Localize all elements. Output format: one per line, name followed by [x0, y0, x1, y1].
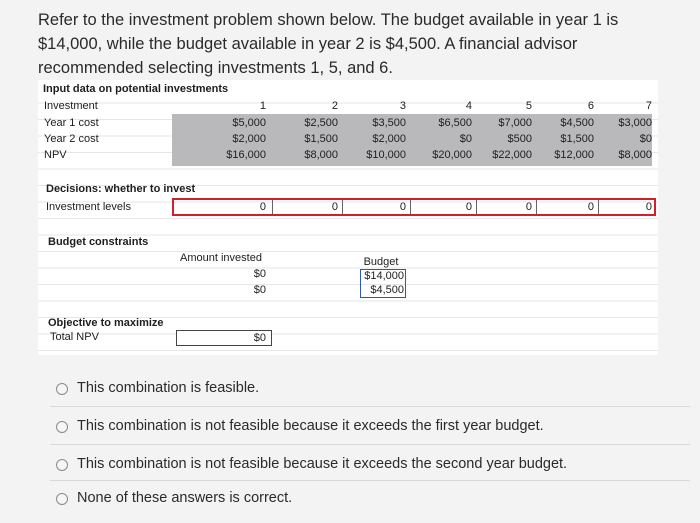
amount-invested-label: Amount invested [180, 252, 262, 264]
year1-cost-cell: $4,500 [560, 117, 594, 129]
row-label-npv: NPV [44, 149, 67, 161]
investment-level-cell[interactable]: 0 [587, 201, 594, 213]
year1-cost-cell: $2,500 [304, 117, 338, 129]
budget-year1: $14,000 [364, 270, 404, 282]
row-label-year1-cost: Year 1 cost [44, 117, 99, 129]
question-line-1: Refer to the investment problem shown below. The budget available in year 1 is [38, 11, 619, 29]
npv-cell: $12,000 [554, 149, 594, 161]
answer-option-label: This combination is feasible. [77, 380, 260, 396]
input-data-title: Input data on potential investments [43, 83, 229, 95]
investment-number: 2 [331, 100, 338, 112]
year2-cost-cell: $0 [459, 133, 472, 145]
answer-option-label: None of these answers is correct. [77, 490, 293, 506]
year2-cost-cell: $0 [639, 133, 652, 145]
option-divider [50, 444, 690, 445]
investment-number: 5 [525, 100, 532, 112]
npv-cell: $22,000 [492, 149, 532, 161]
option-divider [50, 480, 690, 481]
investment-level-cell[interactable]: 0 [525, 201, 532, 213]
budget-year2: $4,500 [370, 284, 404, 296]
year1-cost-cell: $7,000 [498, 117, 532, 129]
year1-cost-cell: $5,000 [232, 117, 266, 129]
year2-cost-cell: $1,500 [304, 133, 338, 145]
investment-level-cell[interactable]: 0 [331, 201, 338, 213]
question-line-2: $14,000, while the budget available in year 2 is $4,500. A financial advisor [38, 35, 578, 53]
investment-number: 6 [587, 100, 594, 112]
investment-levels-label: Investment levels [46, 201, 131, 213]
investment-level-cell[interactable]: 0 [465, 201, 472, 213]
radio-button[interactable] [56, 459, 68, 471]
investment-number: 7 [645, 100, 652, 112]
amount-invested-year1: $0 [253, 268, 266, 280]
investment-number: 4 [465, 100, 472, 112]
total-npv-value: $0 [253, 332, 266, 344]
radio-button[interactable] [56, 383, 68, 395]
npv-cell: $10,000 [366, 149, 406, 161]
investment-number: 3 [399, 100, 406, 112]
option-divider [50, 406, 690, 407]
npv-cell: $20,000 [432, 149, 472, 161]
question-line-3: recommended selecting investments 1, 5, and 6. [38, 59, 393, 77]
spreadsheet [38, 80, 658, 355]
amount-invested-year2: $0 [253, 284, 266, 296]
answer-option-2[interactable] [50, 418, 670, 440]
radio-button[interactable] [56, 493, 68, 505]
investment-level-cell[interactable]: 0 [399, 201, 406, 213]
answer-option-label: This combination is not feasible because it exceeds the first year budget. [77, 418, 544, 434]
year2-cost-cell: $500 [507, 133, 532, 145]
objective-title: Objective to maximize [48, 317, 164, 329]
npv-cell: $8,000 [618, 149, 652, 161]
year1-cost-cell: $3,000 [618, 117, 652, 129]
budget-constraints-title: Budget constraints [48, 236, 149, 248]
answer-option-3[interactable] [50, 456, 670, 478]
npv-cell: $8,000 [304, 149, 338, 161]
year2-cost-cell: $2,000 [372, 133, 406, 145]
answer-option-4[interactable] [50, 490, 670, 512]
investment-number: 1 [259, 100, 266, 112]
answer-option-label: This combination is not feasible because it exceeds the second year budget. [77, 456, 568, 472]
year1-cost-cell: $6,500 [438, 117, 472, 129]
row-label-investment: Investment [44, 100, 98, 112]
year2-cost-cell: $1,500 [560, 133, 594, 145]
budget-label: Budget [363, 256, 399, 268]
npv-cell: $16,000 [226, 149, 266, 161]
investment-level-cell[interactable]: 0 [645, 201, 652, 213]
answer-option-1[interactable] [50, 380, 670, 402]
question-text [38, 8, 678, 80]
radio-button[interactable] [56, 421, 68, 433]
investment-level-cell[interactable]: 0 [259, 201, 266, 213]
decisions-title: Decisions: whether to invest [46, 183, 196, 195]
year2-cost-cell: $2,000 [232, 133, 266, 145]
row-label-year2-cost: Year 2 cost [44, 133, 99, 145]
year1-cost-cell: $3,500 [372, 117, 406, 129]
total-npv-label: Total NPV [50, 331, 99, 343]
